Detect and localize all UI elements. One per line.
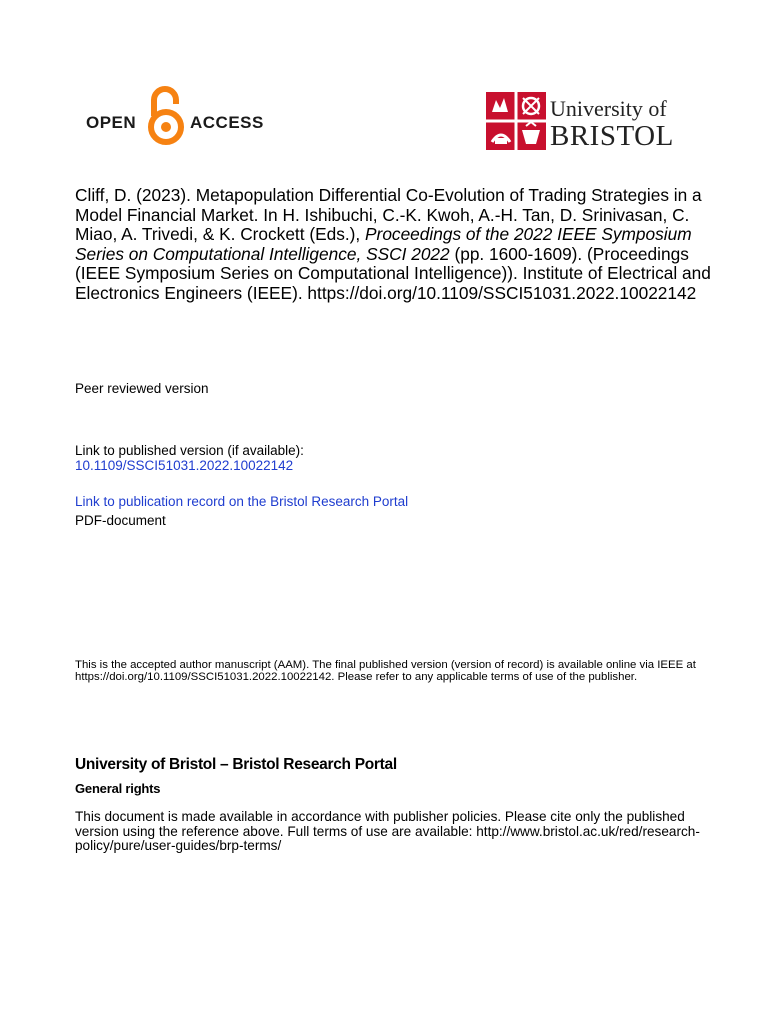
published-version-doi-link[interactable]: 10.1109/SSCI51031.2022.10022142 xyxy=(75,458,294,473)
open-access-lock-icon xyxy=(144,86,188,146)
document-format: PDF-document xyxy=(75,513,166,528)
portal-record-link[interactable]: Link to publication record on the Bristol Research Portal xyxy=(75,494,409,509)
university-of-text: University of xyxy=(550,96,667,121)
open-access-word-open: OPEN xyxy=(86,113,137,132)
university-crest-icon xyxy=(486,92,546,150)
general-rights-heading: General rights xyxy=(75,781,161,796)
portal-title: University of Bristol – Bristol Research Portal xyxy=(75,756,397,773)
citation-text-part1: Cliff, D. (2023). Metapopulation Differential Co-Evolution of Trading Strategies in a Model Financial Market. In H. Ishibuchi, C.-K. Kwoh, A.-H. Tan, D. Srinivasan, C. Miao, A. Trivedi, & K. Crockett (Eds.), xyxy=(75,185,702,244)
aam-note: This is the accepted author manuscript (AAM). The final published version (version of record) is available online via IEEE at https://doi.org/10.1109/SSCI51031.2022.10022142. Please refer to any applicable terms of use of the publisher. xyxy=(75,659,696,684)
open-access-logo xyxy=(86,86,266,148)
citation-text-part2: (pp. 1600-1609). (Proceedings (IEEE Symposium Series on Computational Intelligence)). Institute of Electrical and Electronics Engineers (IEEE). https://doi.org/10.1109/SSCI51031.2022.10022142 xyxy=(75,243,711,303)
general-rights-text: This document is made available in accordance with publisher policies. Please cite only the published version using the reference above. Full terms of use are available: http://www.bristol.ac.uk/red/research-policy/pure/user-guides/brp-terms/ xyxy=(75,809,700,854)
university-of-bristol-logo xyxy=(486,90,691,152)
citation-proceedings-title: Proceedings of the 2022 IEEE Symposium Series on Computational Intelligence, SSCI 2022 xyxy=(75,224,692,264)
citation-block xyxy=(75,186,715,303)
bristol-text: BRISTOL xyxy=(550,120,674,152)
version-label: Peer reviewed version xyxy=(75,381,209,396)
published-version-label: Link to published version (if available): xyxy=(75,443,304,458)
open-access-word-access: ACCESS xyxy=(190,113,264,132)
